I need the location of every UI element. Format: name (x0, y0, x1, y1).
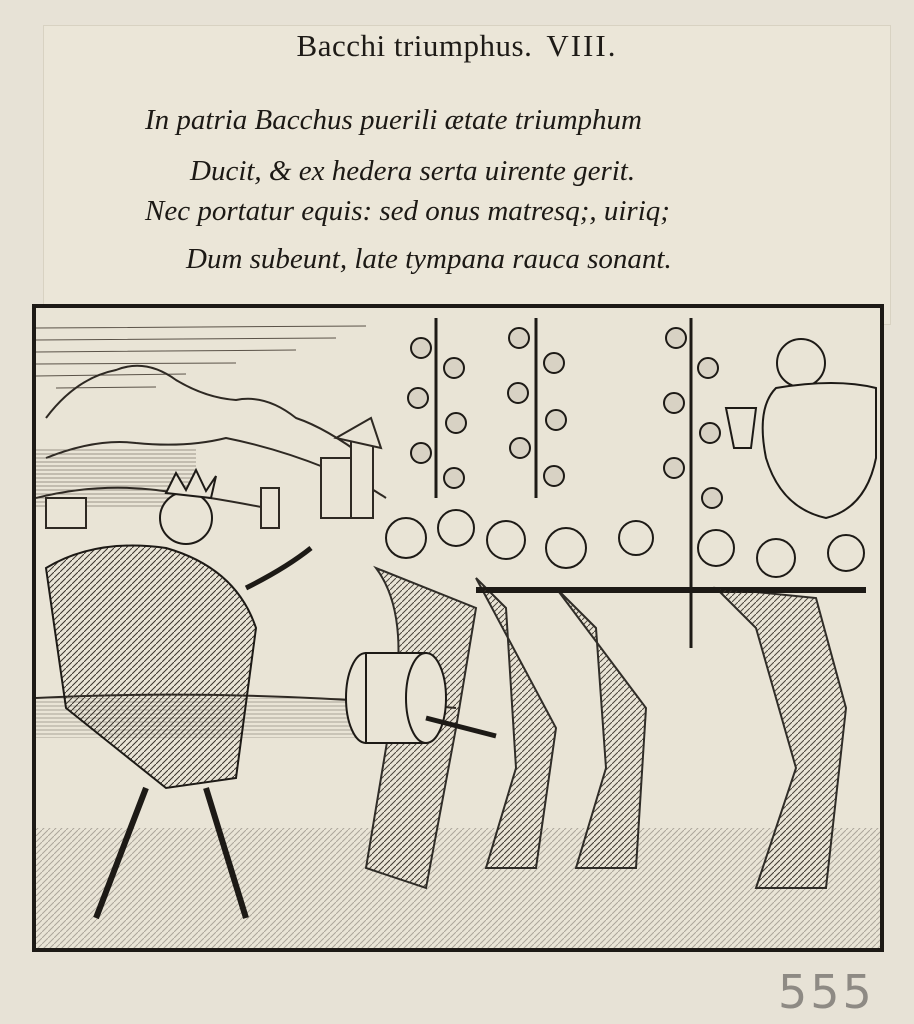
verse-line-1: In patria Bacchus puerili ætate triumphum (145, 104, 642, 136)
verse-line-4: Dum subeunt, late tympana rauca sonant. (186, 243, 672, 275)
verse-line-3: Nec portatur equis: sed onus matresq;, uiriq; (145, 195, 670, 227)
vine-leaves (408, 328, 722, 508)
verse-line-2: Ducit, & ex hedera serta uirente gerit. (190, 155, 636, 187)
page-title (0, 28, 914, 64)
bacchus-figure (726, 339, 876, 518)
drum (346, 653, 496, 743)
title-text: Bacchi triumphus. (296, 28, 533, 63)
crowd (386, 510, 864, 577)
inventory-number: 555 (778, 965, 875, 1019)
sky (36, 326, 366, 388)
woodcut-scene (36, 308, 880, 948)
plate-number: VIII. (546, 28, 618, 63)
woodcut-illustration (32, 304, 884, 952)
